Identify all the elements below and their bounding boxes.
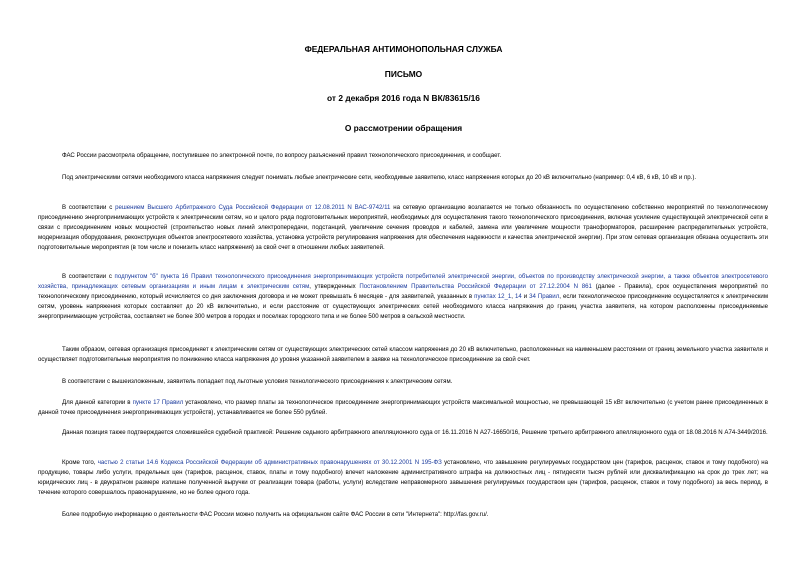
link-government-resolution-861[interactable]: Постановлением Правительства Российской Федерации от 27.12.2004 N 861 <box>359 282 592 290</box>
paragraph-9-text-1: Кроме того, <box>62 459 98 466</box>
paragraph-4-text-4: , <box>511 292 515 300</box>
paragraph-4-text-1: В соответствии с <box>62 273 115 280</box>
paragraph-7-text-2: установлено, что размер платы за технологическое присоединение энергопринимающих устройств максимальной мощностью, не превышающей 15 кВт включительно (с учетом ранее присоединенных в данной точке присоединения энергопринимающих устройств), устанавливается не более 550 рублей. <box>38 399 768 416</box>
document-date-number: от 2 декабря 2016 года N ВК/83615/16 <box>327 93 480 103</box>
link-koap-article-14-6[interactable]: частью 2 статьи 14.6 Кодекса Российской Федерации об административных правонарушениях от 30.12.2001 N 195-ФЗ <box>97 459 442 466</box>
link-subpoint-b-point-16[interactable]: подпунктом "б" пункта 16 Правил технологического присоединения энергопринимающих устройств потребителей электрической энергии, объектов по производству электрической энергии, а также объектов электросетевого хозяйства, принадлежащих сетевым организациям и иным лицам к электрическим сетям <box>38 273 768 290</box>
paragraph-4 <box>38 272 768 322</box>
link-point-17-rules[interactable]: пункте 17 Правил <box>132 399 184 406</box>
paragraph-5: Таким образом, сетевая организация присоединяет к электрическим сетям от существующих электрических сетей классом напряжения до 20 кВ включительно, расположенных на наименьшем расстоянии от границ земельного участка заявителя и осуществляет подготовительные мероприятия по понижению класса напряжения до уровня указанной заявителем в заявке на технологическое присоединение за свой счет. <box>38 346 768 363</box>
paragraph-3-text-2: на сетевую организацию возлагается не только обязанность по осуществлению собственно мероприятий по технологическому присоединению энергопринимающих устройств к электрическим сетям, но и целого ряда подготовительных мероприятий, необходимых для осуществления такого технологического присоединения, включая усиление существующей электрической сети в связи с присоединением новых мощностей (строительство новых линий электропередачи, подстанций, увеличение сечения проводов и кабелей, замена или увеличение мощности трансформаторов, расширение распределительных устройств, модернизация оборудования, реконструкция объектов электросетевого хозяйства, установка устройств регулирования напряжения для обеспечения надежности и качества электрической энергии). При этом сетевая организация обязана осуществить эти подготовительные мероприятия (в том числе и понизить класс напряжения) за свой счет в отношении любых заявителей. <box>38 204 768 251</box>
paragraph-4-text-6: , если технологическое присоединение осуществляется к электрическим сетям, уровень напряжения которых составляет до 20 кВ включительно, и если расстояние от существующих электрических сетей необходимого класса напряжения до границ участка заявителя, на котором расположены присоединяемые энергопринимающие устройства, составляет не более 300 метров в городах и поселках городского типа и не более 500 метров в сельской местности. <box>38 292 769 320</box>
paragraph-4-text-2: , утвержденных <box>309 282 360 290</box>
link-point-34-rules[interactable]: 34 Правил <box>529 292 560 300</box>
document-subject: О рассмотрении обращения <box>344 123 463 133</box>
paragraph-10: Более подробную информацию о деятельности ФАС России можно получить на официальном сайте ФАС России в сети "Интернета": http://fas.gov.ru/. <box>62 511 489 518</box>
paragraph-6: В соответствии с вышеизложенным, заявитель попадает под льготные условия технологического присоединения к электрическим сетям. <box>62 378 453 385</box>
paragraph-3 <box>38 203 768 253</box>
document-type: ПИСЬМО <box>384 69 423 79</box>
link-point-12-1[interactable]: пунктах 12_1 <box>474 292 512 300</box>
paragraph-3-text-1: В соответствии с <box>62 204 116 211</box>
paragraph-7 <box>38 398 768 418</box>
paragraph-8: Данная позиция также подтверждается сложившейся судебной практикой: Решение седьмого арбитражного апелляционного суда от 16.11.2016 N А27-16650/16, Решение третьего арбитражного апелляционного суда от 18.08.2016 N А74-3449/2016. <box>62 429 768 436</box>
paragraph-9 <box>38 458 768 498</box>
paragraph-2: Под электрическими сетями необходимого класса напряжения следует понимать любые электрические сети, необходимые заявителю, класс напряжения которых до 20 кВ включительно (например: 0,4 кВ, 6 кВ, 10 кВ и пр.). <box>62 174 697 181</box>
paragraph-1: ФАС России рассмотрела обращение, поступившее по электронной почте, по вопросу разъяснений правил технологического присоединения, и сообщает. <box>62 152 502 159</box>
paragraph-9-text-2: установлено, что завышение регулируемых государством цен (тарифов, расценок, ставок и тому подобного) на продукцию, товары либо услуги, предельных цен (тарифов, расценок, ставок, платы и тому подобного) влечет наложение административного штрафа на должностных лиц - пятидесяти тысяч рублей или дисквалификацию на срок до трех лет; на юридических лиц - в двукратном размере излишне полученной выручки от реализации товара (работы, услуги) вследствие неправомерного завышения регулируемых государством цен (тарифов, расценок, ставок и тому подобного) за весь период, в течение которого совершалось правонарушение, но не более одного года. <box>38 459 769 496</box>
paragraph-4-text-3: (далее - Правила), срок осуществления мероприятий по технологическому присоединению, который исчисляется со дня заключения договора и не может превышать 6 месяцев - для заявителей, указанных в <box>38 282 768 300</box>
link-point-14[interactable]: 14 <box>514 292 522 300</box>
link-vas-decision[interactable]: решением Высшего Арбитражного Суда Российской Федерации от 12.08.2011 N ВАС-9742/11 <box>115 204 391 211</box>
agency-title: ФЕДЕРАЛЬНАЯ АНТИМОНОПОЛЬНАЯ СЛУЖБА <box>304 44 503 54</box>
paragraph-4-text-5: и <box>521 292 530 300</box>
paragraph-7-text-1: Для данной категории в <box>62 399 133 406</box>
